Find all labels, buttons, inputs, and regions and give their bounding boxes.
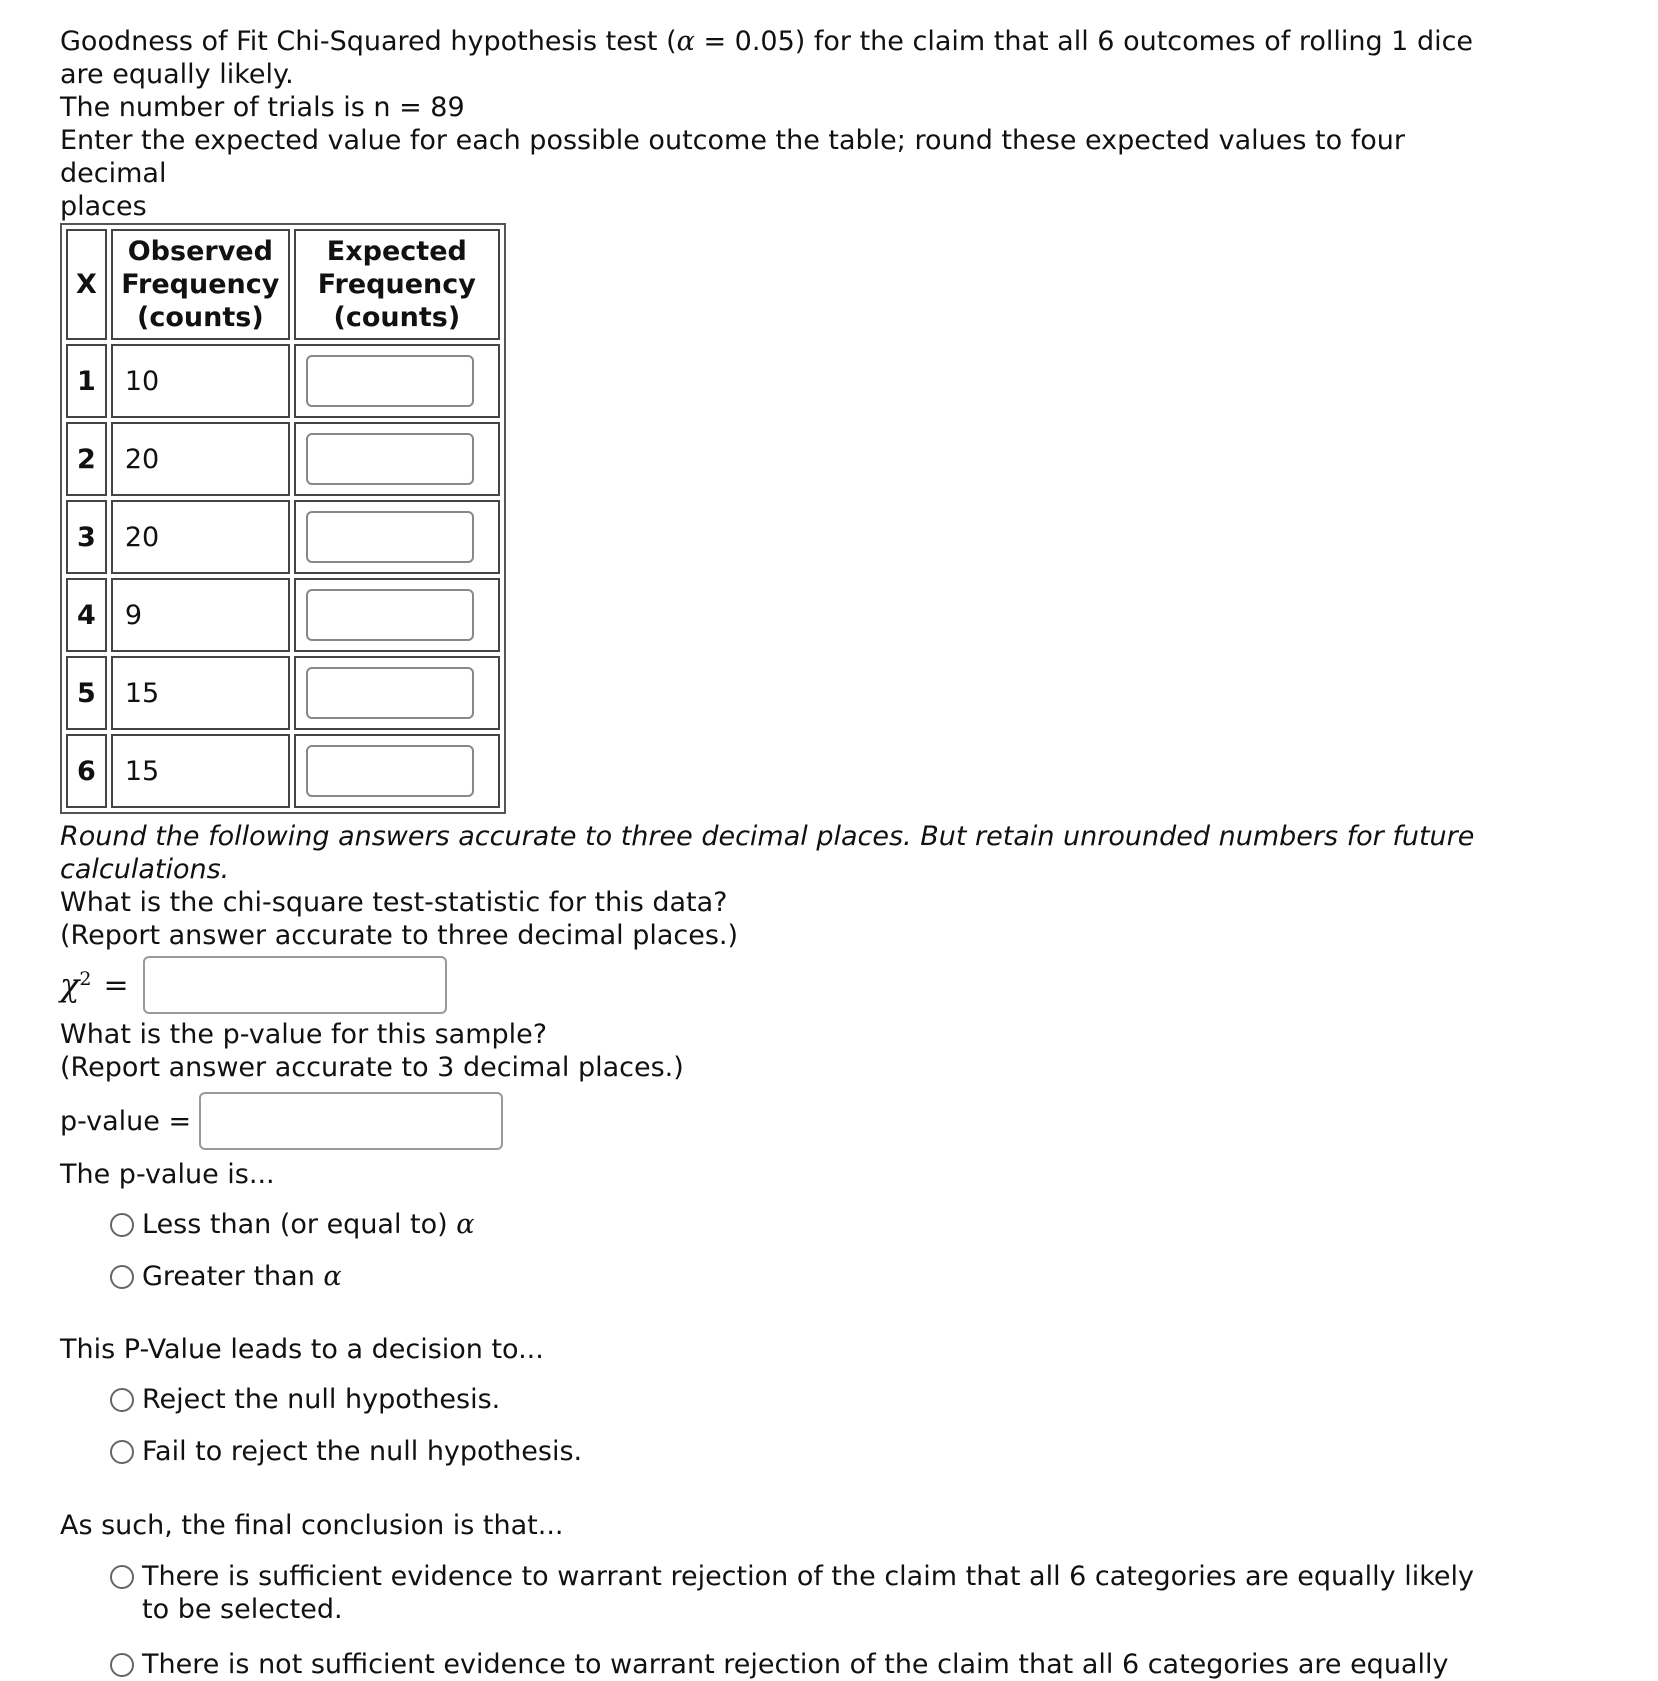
chi-square-precision: (Report answer accurate to three decimal places.) (60, 920, 739, 951)
conclusion-section (60, 1509, 1480, 1681)
trials-text: The number of trials is n = 89 (60, 92, 465, 123)
expected-input-4[interactable] (306, 589, 474, 641)
radio-label: There is not sufficient evidence to warrant rejection of the claim that all 6 categories are equally (142, 1649, 1449, 1680)
instruction-line1: Enter the expected value for each possible outcome the table; round these expected values to four decimal (60, 125, 1405, 189)
chi-equals: = (103, 967, 129, 1003)
chi-square-section (60, 886, 1480, 1018)
header-observed: Observed Frequency (counts) (111, 229, 290, 340)
table-row (66, 422, 500, 496)
radio-button[interactable] (110, 1388, 134, 1412)
header-expected: Expected Frequency (counts) (294, 229, 500, 340)
table-row (66, 656, 500, 730)
intro-line1: Goodness of Fit Chi-Squared hypothesis test (α = 0.05) for the claim that all 6 outcomes of rolling 1 dice (60, 26, 1474, 57)
row-x: 3 (66, 500, 107, 574)
table-row (66, 500, 500, 574)
chi-square-question: What is the chi-square test-statistic for this data? (60, 887, 728, 918)
radio-button[interactable] (110, 1265, 134, 1289)
expected-input-5[interactable] (306, 667, 474, 719)
intro-line2: are equally likely. (60, 59, 294, 90)
row-x: 2 (66, 422, 107, 496)
p-value-answer-row (60, 1088, 1480, 1154)
row-observed: 9 (111, 578, 290, 652)
decision-section (60, 1333, 1480, 1468)
alpha-symbol: α (676, 26, 695, 57)
radio-button[interactable] (110, 1653, 134, 1677)
row-x: 6 (66, 734, 107, 808)
conclusion-prompt: As such, the final conclusion is that... (60, 1510, 564, 1541)
expected-input-2[interactable] (306, 433, 474, 485)
row-observed: 15 (111, 656, 290, 730)
p-comparison-prompt: The p-value is... (60, 1159, 275, 1190)
chi-square-answer-row (60, 952, 1480, 1018)
table-row (66, 578, 500, 652)
radio-label: Fail to reject the null hypothesis. (142, 1436, 583, 1467)
chi-symbol: χ (60, 965, 80, 1004)
radio-less-than-alpha[interactable] (110, 1208, 1480, 1241)
table-row (66, 344, 500, 418)
row-observed: 15 (111, 734, 290, 808)
p-comparison-section (60, 1158, 1480, 1293)
radio-button[interactable] (110, 1565, 134, 1589)
radio-label: Less than (or equal to) α (142, 1209, 475, 1240)
question-page (60, 25, 1480, 1681)
header-x: X (66, 229, 107, 340)
p-value-input[interactable] (199, 1092, 503, 1150)
frequency-table (60, 223, 506, 814)
radio-fail-to-reject-null[interactable] (110, 1435, 1480, 1468)
radio-label: There is sufficient evidence to warrant rejection of the claim that all 6 categories are equally likely to be selected. (142, 1561, 1475, 1625)
decision-prompt: This P-Value leads to a decision to... (60, 1334, 544, 1365)
intro-text (60, 25, 1480, 223)
row-observed: 20 (111, 500, 290, 574)
p-value-label: p-value = (60, 1105, 192, 1137)
row-observed: 20 (111, 422, 290, 496)
expected-input-6[interactable] (306, 745, 474, 797)
row-x: 1 (66, 344, 107, 418)
row-x: 4 (66, 578, 107, 652)
row-observed: 10 (111, 344, 290, 418)
p-value-question: What is the p-value for this sample? (60, 1019, 548, 1050)
radio-button[interactable] (110, 1440, 134, 1464)
expected-input-3[interactable] (306, 511, 474, 563)
radio-greater-than-alpha[interactable] (110, 1260, 1480, 1293)
radio-button[interactable] (110, 1213, 134, 1237)
instruction-line2: places (60, 191, 147, 222)
radio-label: Reject the null hypothesis. (142, 1384, 501, 1415)
chi-exponent: 2 (79, 967, 92, 990)
p-value-precision: (Report answer accurate to 3 decimal places.) (60, 1052, 684, 1083)
table-row (66, 734, 500, 808)
p-value-section (60, 1018, 1480, 1154)
chi-square-input[interactable] (143, 956, 447, 1014)
radio-not-sufficient-evidence[interactable] (110, 1648, 1480, 1681)
radio-reject-null[interactable] (110, 1383, 1480, 1416)
radio-sufficient-evidence[interactable] (110, 1560, 1480, 1626)
row-x: 5 (66, 656, 107, 730)
radio-label: Greater than α (142, 1261, 342, 1292)
rounding-note: Round the following answers accurate to three decimal places. But retain unrounded numbers for future calculations. (60, 821, 1475, 885)
expected-input-1[interactable] (306, 355, 474, 407)
table-header-row (66, 229, 500, 340)
